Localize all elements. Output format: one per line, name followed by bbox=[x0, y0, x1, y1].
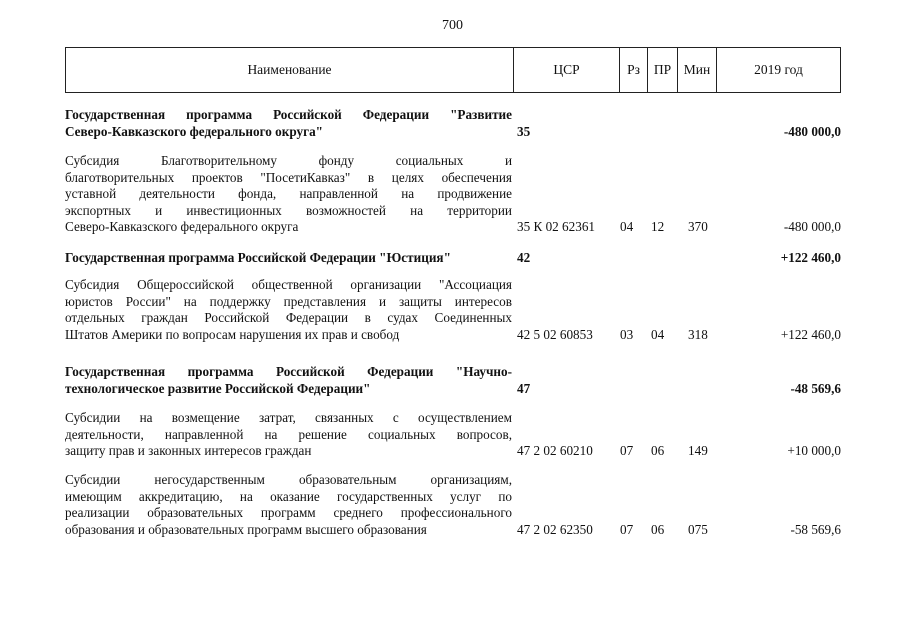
row-name-line: Штатов Америки по вопросам нарушения их прав и свобод bbox=[65, 326, 400, 342]
header-csr: ЦСР bbox=[513, 48, 619, 92]
table-header bbox=[65, 47, 841, 93]
row-name-line: Субсидия Благотворительному фонду социальных и bbox=[65, 153, 512, 168]
row-min: 370 bbox=[688, 219, 708, 234]
row-name-line: Государственная программа Российской Федерации "Развитие bbox=[65, 107, 512, 122]
row-amount: +10 000,0 bbox=[787, 443, 841, 458]
row-csr: 35 bbox=[517, 123, 531, 139]
row-name-line: Субсидии на возмещение затрат, связанных с осуществлением bbox=[65, 410, 512, 425]
row-name bbox=[65, 153, 512, 236]
row-name-line: имеющим аккредитацию, на оказание государственных услуг по bbox=[65, 488, 512, 504]
row-name bbox=[65, 277, 512, 343]
row-name-line: отдельных граждан Российской Федерации в судах Соединенных bbox=[65, 310, 512, 325]
row-name-line: реализации образовательных программ среднего профессионального bbox=[65, 505, 512, 520]
row-pr: 06 bbox=[651, 443, 665, 458]
row-min: 318 bbox=[688, 326, 708, 342]
row-name-line: Государственная программа Российской Федерации "Научно- bbox=[65, 364, 512, 379]
row-name bbox=[65, 472, 512, 538]
row-amount: -480 000,0 bbox=[783, 123, 841, 139]
row-csr: 47 2 02 60210 bbox=[517, 443, 593, 458]
row-name-line: защиту прав и законных интересов граждан bbox=[65, 443, 312, 458]
row-csr: 42 5 02 60853 bbox=[517, 326, 593, 342]
row-name-line: образования и образовательных программ высшего образования bbox=[65, 521, 427, 537]
row-rz: 07 bbox=[620, 521, 634, 537]
row-name-line: Северо-Кавказского федерального округа" bbox=[65, 123, 323, 139]
row-name-line: технологическое развитие Российской Федерации" bbox=[65, 380, 371, 396]
row-amount: -48 569,6 bbox=[790, 380, 841, 396]
row-rz: 03 bbox=[620, 326, 634, 342]
row-amount: +122 460,0 bbox=[780, 250, 841, 265]
header-rz: Рз bbox=[619, 48, 647, 92]
row-amount: -480 000,0 bbox=[783, 219, 841, 234]
row-amount: -58 569,6 bbox=[790, 521, 841, 537]
row-amount: +122 460,0 bbox=[780, 326, 841, 342]
row-name-line: юристов России" на поддержку представления и защиты интересов bbox=[65, 293, 512, 309]
header-name: Наименование bbox=[247, 62, 332, 77]
row-name-line: Северо-Кавказского федерального округа bbox=[65, 219, 299, 234]
page-number: 700 bbox=[442, 18, 463, 33]
row-name bbox=[65, 107, 512, 140]
row-csr: 47 bbox=[517, 380, 531, 396]
row-name bbox=[65, 410, 512, 460]
row-name bbox=[65, 364, 512, 397]
row-csr: 47 2 02 62350 bbox=[517, 521, 593, 537]
row-name-line: Субсидии негосударственным образовательным организациям, bbox=[65, 472, 512, 487]
header-year: 2019 год bbox=[716, 48, 840, 92]
row-name-line: деятельности, направленной на решение социальных вопросов, bbox=[65, 426, 512, 442]
row-name-line: Субсидия Общероссийской общественной организации "Ассоциация bbox=[65, 277, 512, 292]
row-name bbox=[65, 250, 512, 267]
row-name-line: Государственная программа Российской Федерации "Юстиция" bbox=[65, 250, 451, 265]
row-min: 075 bbox=[688, 521, 708, 537]
row-csr: 42 bbox=[517, 250, 531, 265]
header-min: Мин bbox=[677, 48, 716, 92]
row-rz: 07 bbox=[620, 443, 634, 458]
header-pr: ПР bbox=[647, 48, 677, 92]
row-name-line: экспортных и инвестиционных возможностей на территории bbox=[65, 202, 512, 218]
row-rz: 04 bbox=[620, 219, 634, 234]
row-min: 149 bbox=[688, 443, 708, 458]
row-pr: 12 bbox=[651, 219, 665, 234]
row-csr: 35 К 02 62361 bbox=[517, 219, 596, 234]
row-name-line: уставной деятельности фонда, направленной на продвижение bbox=[65, 186, 512, 201]
row-name-line: благотворительных проектов "ПосетиКавказ" в целях обеспечения bbox=[65, 169, 512, 185]
row-pr: 04 bbox=[651, 326, 665, 342]
row-pr: 06 bbox=[651, 521, 665, 537]
